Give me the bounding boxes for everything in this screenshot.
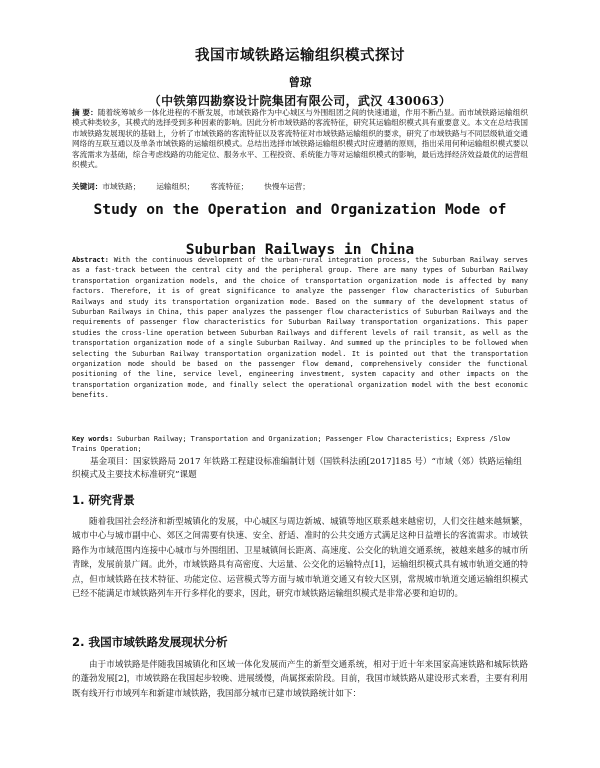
author-name: 曾琼 (288, 75, 312, 89)
keywords-en-text: Suburban Railway; Transportation and Organization; Passenger Flow Characteristics; Express /Slow Trains Operation; (72, 435, 510, 453)
paper-title-en: Study on the Operation and Organization Mode of Suburban Railways in China (93, 201, 507, 258)
keywords-cn-label: 关键词： (72, 182, 103, 191)
section-paragraph-status: 由于市域铁路是伴随我国城镇化和区域一体化发展而产生的新型交通系统，相对于近十年来国家高速铁路和城际铁路的蓬勃发展[2]，市域铁路在我国起步较晚、进展缓慢，尚属探索阶段。目前，我国市域铁路从建设形式来看，主要有利用既有线开行市域列车和新建市域铁路，我国部分城市已建市域铁路统计如下： (72, 660, 528, 699)
abstract-en (72, 255, 528, 401)
abstract-cn-label: 摘 要： (72, 108, 98, 117)
author-affiliation: （中铁第四勘察设计院集团有限公司，武汉 430063） (148, 94, 452, 108)
section-heading-status: 2. 我国市域铁路发展现状分析 (72, 635, 228, 649)
keyword-cn: 运输组织； (156, 182, 195, 191)
keyword-cn: 客流特征； (210, 182, 249, 191)
abstract-en-text: With the continuous development of the urban-rural integration process, the Suburban Railway serves as a fast-track between the central city and the peripheral group. There are many types of Suburban Railway transportation organization models, and the choice of transportation organization mode is affected by many factors. Therefore, it is of great significance to analyze the passenger flow characteristics of Suburban Railways and study its transportation organization mode. Based on the summary of the development status of Suburban Railways in China, this paper analyzes the passenger flow characteristics of Suburban Railways and the requirements of passenger flow characteristics for Suburban Railway transportation organizations. This paper studies the cross-line operation between Suburban Railways and different levels of rail transit, as well as the transportation organization mode of a single Suburban Railway. And summed up the principles to be followed when selecting the Suburban Railway transportation organization model. It is pointed out that the transportation organization mode should be based on the passenger flow demand, comprehensively consider the functional positioning of the line, service level, engineering investment, system capacity and other impacts on the transportation organization mode, and finally select the operational organization model with the best economic benefits. (72, 256, 528, 400)
section-paragraph-background: 随着我国社会经济和新型城镇化的发展，中心城区与周边新城、城镇等地区联系越来越密切，人们交往越来越频繁，城市中心与城市副中心、郊区之间需要有快速、安全、舒适、准时的公共交通方式满足这种日益增长的客流需求。市域铁路作为市域范围内连接中心城市与外围组团、卫星城镇间长距离、高速度、公交化的轨道交通系统，被越来越多的城市所青睐，发展前景广阔。此外，市域铁路具有高密度、大运量、公交化的运输特点[1]，运输组织模式具有城市轨道交通的特点，但市域铁路在技术特征、功能定位、运营模式等方面与城市轨道交通又有较大区别，常规城市轨道交通运输组织模式已经不能满足市域铁路列车开行多样化的要求，因此，研究市域铁路运输组织模式是非常必要和迫切的。 (72, 517, 528, 600)
keyword-cn: 市域铁路； (102, 182, 141, 191)
section-heading-background: 1. 研究背景 (72, 493, 135, 507)
abstract-cn-text: 随着统筹城乡一体化进程的不断发展，市域铁路作为中心城区与外围组团之间的快速通道，作用不断凸显。而市域铁路运输组织模式种类较多，其模式的选择受到多种因素的影响。因此分析市域铁路的客流特征，研究其运输组织模式具有重要意义。本文在总结我国市域铁路发展现状的基础上，分析了市域铁路的客流特征以及客流特征对市域铁路运输组织的要求，研究了市域铁路与不同层级轨道交通网络的互联互通以及单条市域铁路的运输组织模式。总结出选择市域铁路运输组织模式时应遵循的原则，指出采用何种运输组织模式要以客流需求为基础，综合考虑线路的功能定位、服务水平、工程投资、系统能力等对运输组织模式的影响，最后选择经济效益最优的运营组织模式。 (72, 108, 528, 170)
funding-note: 基金项目：国家铁路局 2017 年铁路工程建设标准编制计划（国铁科法函[2017]185 号）“市域（郊）铁路运输组织模式及主要技术标准研究”课题 (72, 457, 522, 480)
abstract-en-label: Abstract: (72, 256, 109, 264)
keywords-en (72, 434, 528, 454)
abstract-cn (72, 108, 528, 170)
paper-title-cn: 我国市域铁路运输组织模式探讨 (195, 48, 405, 64)
keyword-cn: 快慢车运营； (264, 182, 310, 191)
keywords-en-label: Key words: (72, 435, 113, 443)
